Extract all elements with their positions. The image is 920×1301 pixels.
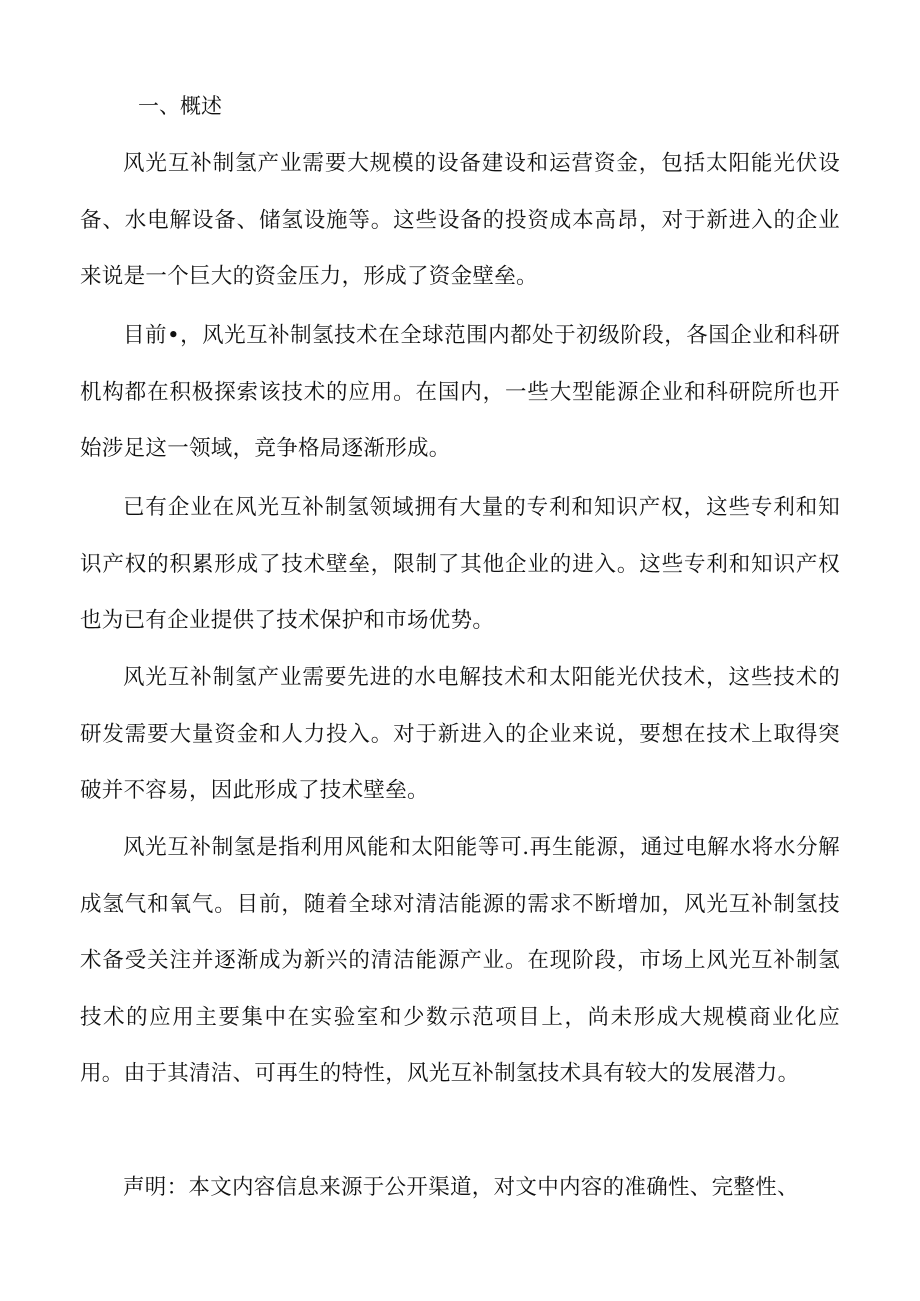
paragraph-technology-barrier: 风光互补制氢产业需要先进的水电解技术和太阳能光伏技术，这些技术的研发需要大量资金和人力投入。对于新进入的企业来说，要想在技术上取得突破并不容易，因此形成了技术壁垒。 xyxy=(80,665,840,803)
section-heading: 一、概述 xyxy=(138,94,222,118)
paragraph-industry-overview: 风光互补制氢是指利用风能和太阳能等可.再生能源，通过电解水将水分解成氢气和氧气。目前，随着全球对清洁能源的需求不断增加，风光互补制氢技术备受关注并逐渐成为新兴的清洁能源产业。在现阶段，市场上风光互补制氢技术的应用主要集中在实验室和少数示范项目上，尚未形成大规模商业化应用。由于其清洁、可再生的特性，风光互补制氢技术具有较大的发展潜力。 xyxy=(80,835,840,1086)
paragraph-patent-barrier: 已有企业在风光互补制氢领域拥有大量的专利和知识产权，这些专利和知识产权的积累形成了技术壁垒，限制了其他企业的进入。这些专利和知识产权也为已有企业提供了技术保护和市场优势。 xyxy=(80,495,840,633)
paragraph-capital-barrier: 风光互补制氢产业需要大规模的设备建设和运营资金，包括太阳能光伏设备、水电解设备、储氢设施等。这些设备的投资成本高昂，对于新进入的企业来说是一个巨大的资金压力，形成了资金壁垒。 xyxy=(80,151,840,289)
paragraph-competition: 目前•，风光互补制氢技术在全球范围内都处于初级阶段，各国企业和科研机构都在积极探索该技术的应用。在国内，一些大型能源企业和科研院所也开始涉足这一领域，竞争格局逐渐形成。 xyxy=(80,323,840,461)
paragraph-disclaimer: 声明：本文内容信息来源于公开渠道，对文中内容的准确性、完整性、 xyxy=(123,1175,799,1200)
